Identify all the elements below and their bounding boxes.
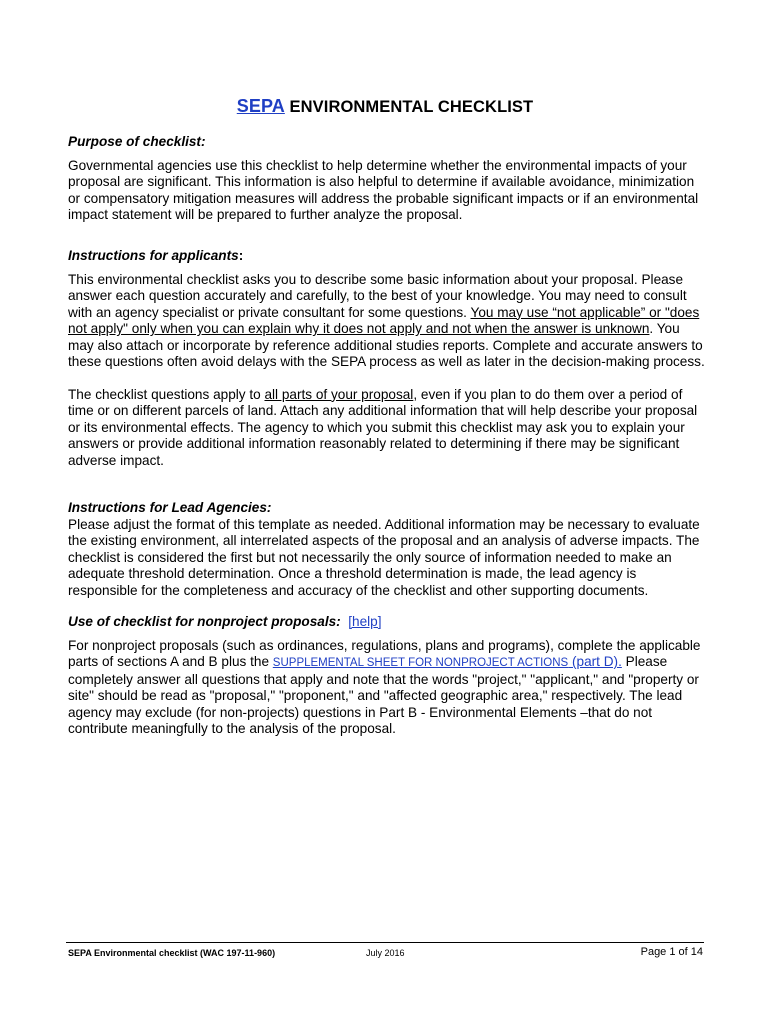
help-link[interactable]: [help] — [348, 614, 382, 629]
nonproject-body-a: For nonproject proposals (such as ordinances, regulations, plans and programs), complete the applicable parts of sections A and B plus the — [68, 637, 701, 669]
page-title — [0, 96, 770, 117]
applicants-heading-text: Instructions for applicants — [68, 248, 239, 263]
applicants-p1-underlined: You may use “not applicable” or "does not apply" only when you can explain why it does not apply and not when the answer is unknown — [68, 304, 700, 336]
applicants-section — [68, 248, 708, 469]
sepa-link[interactable]: SEPA — [236, 96, 285, 116]
purpose-section — [68, 134, 708, 224]
applicants-heading — [68, 248, 708, 265]
lead-body: Please adjust the format of this template as needed. Additional information may be necessary to evaluate the existing environment, all interrelated aspects of the proposal and an analysis of adverse impacts. The checklist is considered the first but not necessarily the only source of information needed to make an adequate threshold determination. Once a threshold determination is made, the lead agency is responsible for the completeness and accuracy of the checklist and other supporting documents. — [68, 516, 700, 598]
footer-date: July 2016 — [366, 948, 405, 958]
purpose-body: Governmental agencies use this checklist to help determine whether the environmental impacts of your proposal are significant. This information is also helpful to determine if available avoidance, minimization or compensatory mitigation measures will address the probable significant impacts or if an environmental impact statement will be prepared to further analyze the proposal. — [68, 157, 699, 222]
lead-heading: Instructions for Lead Agencies: — [68, 500, 272, 515]
applicants-paragraph-1 — [68, 272, 708, 371]
applicants-p1-text-b: . You may also attach or incorporate by reference additional studies reports. Complete and accurate answers to these questions often avoid delays with the SEPA process as well as later in the decision-making process. — [68, 321, 705, 369]
lead-agencies-section — [68, 500, 708, 599]
nonproject-body-b: Please completely answer all questions that apply and note that the words "project," "applicant," and "property or site" should be read as "proposal," "proponent," and "affected geographic area," respectively. The lead agency may exclude (for non-projects) questions in Part B - Environmental Elements –that do not contribute meaningfully to the analysis of the proposal. — [68, 654, 699, 736]
footer-page-number: Page 1 of 14 — [640, 946, 703, 958]
purpose-heading: Purpose of checklist: — [68, 134, 206, 149]
nonproject-body — [68, 638, 708, 738]
page-title-text: ENVIRONMENTAL CHECKLIST — [284, 98, 534, 116]
footer-rule — [66, 942, 704, 943]
applicants-paragraph-2 — [68, 387, 708, 470]
applicants-p2-text-b: , even if you plan to do them over a period of time or on different parcels of land. Attach any additional information that will help describe your proposal or its environmental effects. The agency to which you submit this checklist may ask you to explain your answers or provide additional information reasonably related to determining if there may be significant adverse impact. — [68, 386, 698, 468]
nonproject-heading — [68, 614, 708, 631]
applicants-p1-text-a: This environmental checklist asks you to describe some basic information about your proposal. Please answer each question accurately and carefully, to the best of your knowledge. You may need to consult with an agency specialist or private consultant for some questions. — [68, 271, 687, 320]
applicants-heading-colon: : — [238, 248, 244, 263]
supplemental-sheet-link[interactable]: SUPPLEMENTAL SHEET FOR NONPROJECT ACTIONS — [272, 657, 569, 669]
applicants-p2-text-a: The checklist questions apply to — [68, 386, 265, 402]
footer-document-name: SEPA Environmental checklist (WAC 197-11-960) — [68, 948, 276, 958]
part-d-link[interactable]: (part D). — [568, 654, 622, 669]
nonproject-section — [68, 614, 708, 738]
applicants-p2-underlined: all parts of your proposal — [264, 386, 414, 402]
nonproject-heading-text: Use of checklist for nonproject proposals: — [68, 614, 341, 629]
